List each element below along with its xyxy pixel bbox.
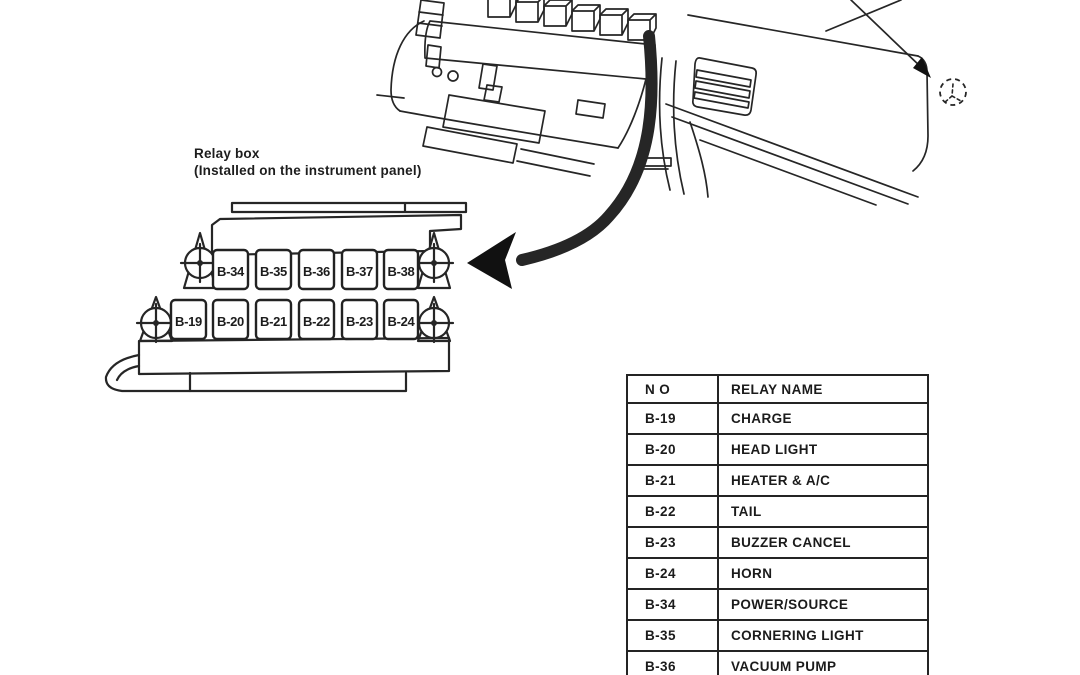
relay-slot-label: B-35: [260, 264, 287, 279]
relay-name-cell: HORN: [718, 558, 928, 589]
relay-box-caption: [194, 145, 422, 179]
relay-slot: [299, 250, 334, 289]
relay-no-cell: B-24: [627, 558, 718, 589]
relay-slot-label: B-37: [346, 264, 373, 279]
relay-slot-label: B-23: [346, 314, 373, 329]
relay-slot-label: B-22: [303, 314, 330, 329]
table-header-relay-name: RELAY NAME: [718, 375, 928, 403]
relay-box-caption-line1: Relay box: [194, 146, 260, 161]
table-row: [627, 434, 928, 465]
hidden-relay-dashed-marker: [940, 79, 966, 105]
relay-name-cell: HEATER & A/C: [718, 465, 928, 496]
table-row: [627, 496, 928, 527]
relay-no-cell: B-22: [627, 496, 718, 527]
instrument-cluster-opening: [443, 95, 545, 143]
mounting-bracket: [415, 297, 453, 342]
mounting-rail: [232, 203, 466, 212]
relay-box-caption-line2: (Installed on the instrument panel): [194, 163, 422, 178]
relay-no-cell: B-34: [627, 589, 718, 620]
relay-cubes-icon: [488, 0, 656, 40]
relay-name-cell: HEAD LIGHT: [718, 434, 928, 465]
relay-slot-label: B-38: [387, 264, 415, 279]
relay-slot-label: B-24: [387, 314, 415, 329]
relay-slot: [342, 300, 377, 339]
relay-slot: [384, 250, 418, 289]
table-row: [627, 620, 928, 651]
relay-slot-label: B-21: [260, 314, 287, 329]
table-row: [627, 465, 928, 496]
relay-slot: [384, 300, 418, 339]
relay-no-cell: B-36: [627, 651, 718, 675]
relay-slot: [342, 250, 377, 289]
relay-slot: [213, 250, 248, 289]
relay-name-cell: BUZZER CANCEL: [718, 527, 928, 558]
relay-slot-label: B-36: [303, 264, 330, 279]
vent-grille-icon: [693, 58, 756, 115]
relay-name-cell: TAIL: [718, 496, 928, 527]
mounting-bracket: [137, 297, 175, 342]
table-header-no: N O: [627, 375, 718, 403]
relay-slot: [256, 300, 291, 339]
relay-no-cell: B-19: [627, 403, 718, 434]
arrowhead-icon: [467, 232, 516, 289]
table-row: [627, 589, 928, 620]
table-row: [627, 403, 928, 434]
relay-slot-label: B-20: [217, 314, 244, 329]
relay-name-cell: CHARGE: [718, 403, 928, 434]
relay-box-illustration: [106, 203, 466, 391]
table-row: [627, 651, 928, 675]
relay-slot: [256, 250, 291, 289]
mounting-bracket: [415, 233, 453, 288]
relay-slot: [171, 300, 206, 339]
relay-name-cell: VACUUM PUMP: [718, 651, 928, 675]
relay-no-cell: B-20: [627, 434, 718, 465]
relay-no-cell: B-21: [627, 465, 718, 496]
relay-slot: [299, 300, 334, 339]
relay-slot-label: B-19: [175, 314, 202, 329]
table-header-row: [627, 375, 928, 403]
relay-name-cell: CORNERING LIGHT: [718, 620, 928, 651]
relay-slot: [213, 300, 248, 339]
relay-name-cell: POWER/SOURCE: [718, 589, 928, 620]
arrowhead-icon: [913, 57, 931, 78]
relay-slot-label: B-34: [217, 264, 244, 279]
hidden-relay-arrow: [851, 0, 931, 78]
relay-location-arrow: [467, 36, 652, 289]
relay-no-cell: B-35: [627, 620, 718, 651]
table-row: [627, 558, 928, 589]
relay-no-cell: B-23: [627, 527, 718, 558]
table-row: [627, 527, 928, 558]
relay-name-table: [626, 374, 929, 675]
